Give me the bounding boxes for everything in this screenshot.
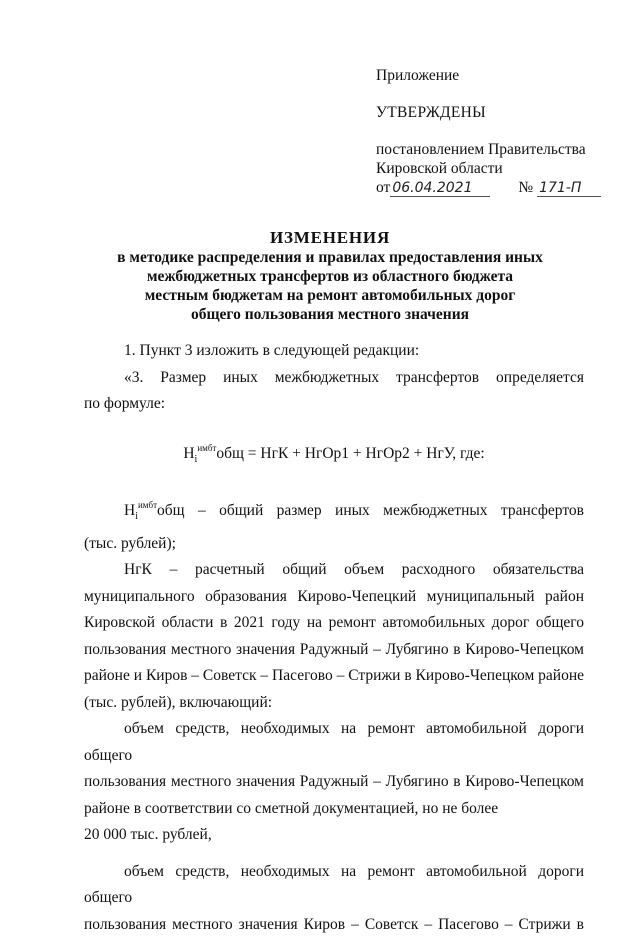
approved-label: УТВЕРЖДЕНЫ (376, 104, 486, 121)
handwritten-number: 171-П (537, 181, 601, 197)
document-title (60, 228, 600, 324)
resolution-line-2: Кировской области (376, 160, 503, 177)
number-sign: № (518, 179, 534, 196)
date-prefix: от (376, 179, 391, 196)
def1-text: общ – общий размер иных межбюджетных трансфертов (157, 502, 584, 520)
approval-block (376, 66, 616, 197)
def1-subscript: i (135, 511, 138, 523)
definition-1-line-1 (84, 492, 584, 531)
item-1: 1. Пункт 3 изложить в следующей редакции: (124, 342, 420, 359)
formula-subscript: i (194, 453, 198, 465)
item-b-rest: пользования местного значения Киров – Советск – Пасегово – Стрижи в (84, 915, 584, 933)
title-line-3: местным бюджетам на ремонт автомобильных дорог (144, 287, 516, 304)
definition-2-rest: муниципального образования Кирово-Чепецкий муниципальный район Кировской области в 2021 году на ремонт автомобильных дорог общего пользования местного значения Радужный – Лубягино в Кирово-Чепецком районе и Киров – Советск – Пасегово – Стрижи в Кирово-Чепецком районе (тыс. рублей), включающий: (84, 587, 584, 711)
item-a-line-1: объем средств, необходимых на ремонт автомобильной дороги общего (84, 720, 584, 764)
handwritten-date: 06.04.2021 (390, 181, 490, 197)
title-line-2: межбюджетных трансфертов из областного бюджета (146, 268, 514, 285)
formula-symbol: H (183, 444, 195, 462)
title-main: ИЗМЕНЕНИЯ (269, 228, 391, 247)
resolution-date-number (376, 178, 616, 197)
resolution-line-1: постановлением Правительства (376, 141, 586, 158)
paragraph-3-line-1: «3. Размер иных межбюджетных трансфертов определяется (124, 368, 584, 386)
definition-1-line-2: (тыс. рублей); (84, 534, 176, 552)
formula (84, 435, 584, 474)
document-body (84, 338, 584, 938)
appendix-label: Приложение (376, 67, 460, 84)
definition-2-line-1: НгК – расчетный общий объем расходного обязательства (124, 561, 584, 579)
item-a-rest: пользования местного значения Радужный – Лубягино в Кирово-Чепецком районе в соответствии со сметной документацией, но не более (84, 773, 584, 817)
title-line-4: общего пользования местного значения (190, 306, 470, 323)
resolution-info (376, 140, 616, 197)
title-line-1: в методике распределения и правилах предоставления иных (117, 249, 543, 266)
item-b-line-1: объем средств, необходимых на ремонт автомобильной дороги общего (84, 862, 584, 907)
def1-symbol: H (124, 502, 136, 520)
def1-superscript: имбт (137, 500, 158, 511)
item-a-last: 20 000 тыс. рублей, (84, 826, 212, 844)
formula-superscript: имбт (197, 442, 217, 453)
formula-expression: общ = НгК + НгОр1 + НгОр2 + НгУ, где: (216, 444, 485, 462)
paragraph-3-line-2: по формуле: (84, 395, 166, 412)
